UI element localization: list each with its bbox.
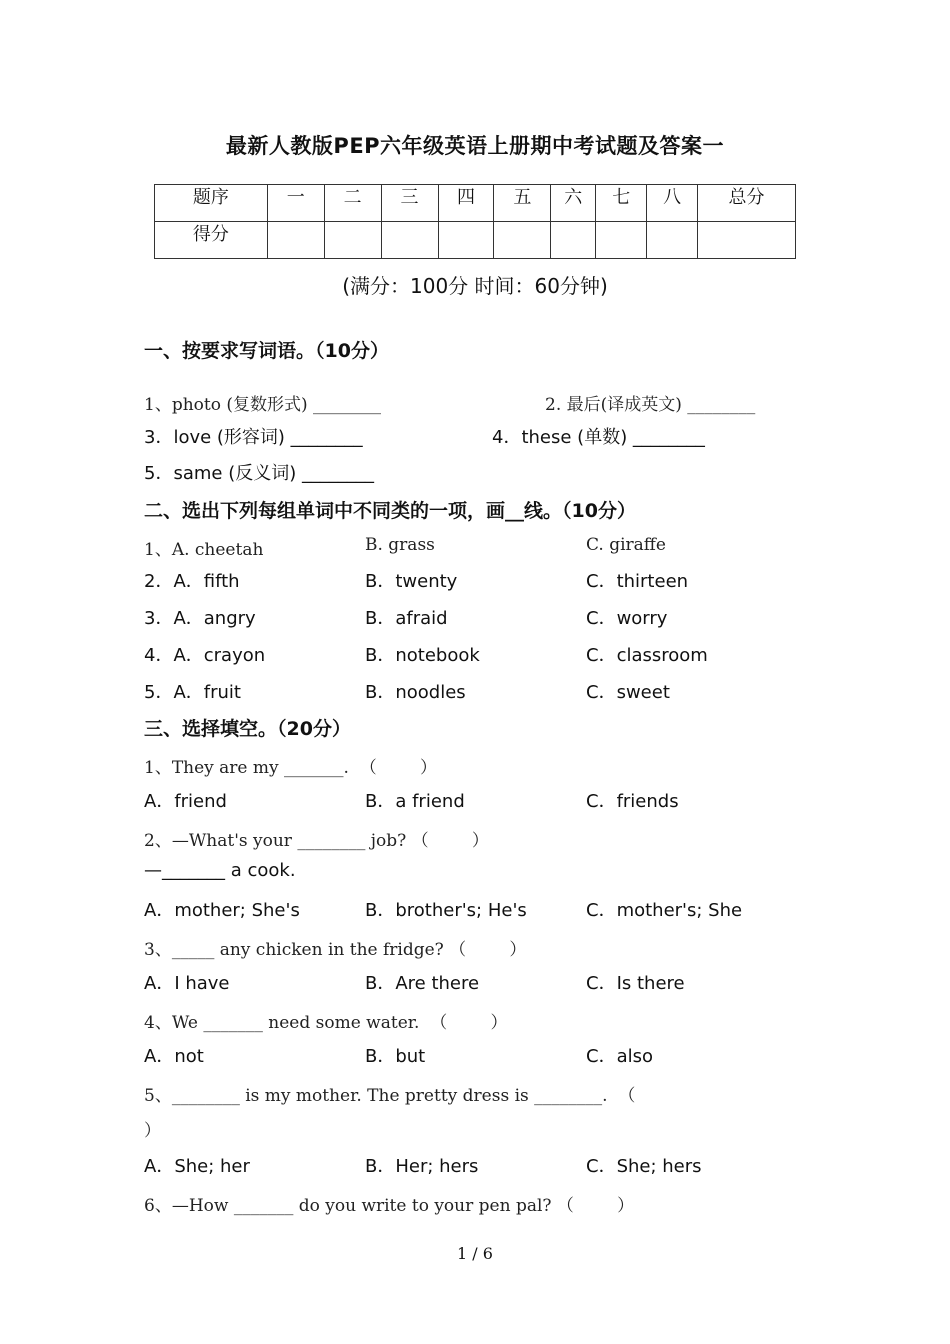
- score-cell: [381, 222, 438, 259]
- section2-row1-a: 1、A. cheetah: [144, 540, 264, 560]
- section2-row3-c: C．worry: [586, 608, 668, 629]
- section3-q5-opt-c: C．She; hers: [586, 1156, 702, 1177]
- section2-heading: 二、选出下列每组单词中不同类的一项，画__线。（10分）: [144, 500, 636, 522]
- section3-q2-opt-b: B．brother's; He's: [365, 900, 527, 921]
- score-header-cell: 一: [267, 185, 324, 222]
- score-row-label: 得分: [155, 222, 268, 259]
- page-number: 1 / 6: [457, 1244, 493, 1263]
- section1-q4: 4．these (单数) ________: [492, 427, 705, 448]
- section1-q5: 5．same (反义词) ________: [144, 463, 374, 484]
- section3-q2-line2: —_______ a cook.: [144, 860, 296, 881]
- score-header-cell: 二: [324, 185, 381, 222]
- section3-heading: 三、选择填空。（20分）: [144, 718, 351, 740]
- section2-row2-c: C．thirteen: [586, 571, 689, 592]
- score-cell: [324, 222, 381, 259]
- section3-q6: 6、—How _______ do you write to your pen pal? （ ）: [144, 1196, 635, 1216]
- section3-q4-opt-b: B．but: [365, 1046, 426, 1067]
- section2-row3-a: 3．A．angry: [144, 608, 256, 629]
- section1-q2: 2. 最后(译成英文) ________: [545, 395, 756, 415]
- section3-q3-opt-a: A．I have: [144, 973, 230, 994]
- section3-q3-opt-b: B．Are there: [365, 973, 480, 994]
- score-header-cell: 题序: [155, 185, 268, 222]
- section3-q4-opt-a: A．not: [144, 1046, 204, 1067]
- section3-q2: 2、—What's your ________ job? （ ）: [144, 831, 489, 851]
- section3-q1-opt-b: B．a friend: [365, 791, 465, 812]
- section3-q5-line2: ）: [144, 1121, 161, 1141]
- section2-row4-a: 4．A．crayon: [144, 645, 266, 666]
- score-cell: [267, 222, 324, 259]
- score-cell: [551, 222, 596, 259]
- score-cell: [494, 222, 551, 259]
- section3-q5: 5、________ is my mother. The pretty dress is ________. （: [144, 1086, 636, 1106]
- score-header-cell: 八: [647, 185, 698, 222]
- score-cell: [647, 222, 698, 259]
- section3-q4-opt-c: C．also: [586, 1046, 653, 1067]
- section3-q1-opt-a: A．friend: [144, 791, 227, 812]
- section3-q2-opt-a: A．mother; She's: [144, 900, 300, 921]
- score-table: [154, 184, 796, 259]
- section2-row5-b: B．noodles: [365, 682, 466, 703]
- section2-row1-c: C. giraffe: [586, 535, 666, 555]
- score-table-header-row: [155, 185, 796, 222]
- score-header-cell: 四: [438, 185, 494, 222]
- section2-row5-c: C．sweet: [586, 682, 670, 703]
- section3-q5-opt-a: A．She; her: [144, 1156, 250, 1177]
- section3-q5-opt-b: B．Her; hers: [365, 1156, 479, 1177]
- section3-q3: 3、_____ any chicken in the fridge? （ ）: [144, 940, 527, 960]
- score-header-cell: 总分: [698, 185, 796, 222]
- section1-heading: 一、按要求写词语。（10分）: [144, 340, 389, 362]
- section1-q1: 1、photo (复数形式) ________: [144, 395, 382, 415]
- section3-q2-opt-c: C．mother's; She: [586, 900, 743, 921]
- page-title: 最新人教版PEP六年级英语上册期中考试题及答案一: [225, 134, 725, 158]
- score-cell: [596, 222, 647, 259]
- score-header-cell: 五: [494, 185, 551, 222]
- section2-row5-a: 5．A．fruit: [144, 682, 241, 703]
- section2-row2-a: 2．A．fifth: [144, 571, 240, 592]
- section2-row1-b: B. grass: [365, 535, 435, 555]
- exam-meta: (满分：100分 时间：60分钟): [342, 274, 608, 298]
- score-cell: [438, 222, 494, 259]
- score-header-cell: 六: [551, 185, 596, 222]
- score-cell: [698, 222, 796, 259]
- section3-q1-opt-c: C．friends: [586, 791, 679, 812]
- section2-row3-b: B．afraid: [365, 608, 448, 629]
- section1-q3: 3．love (形容词) ________: [144, 427, 363, 448]
- section3-q4: 4、We _______ need some water. （ ）: [144, 1013, 508, 1033]
- score-header-cell: 七: [596, 185, 647, 222]
- section2-row4-b: B．notebook: [365, 645, 480, 666]
- section3-q3-opt-c: C．Is there: [586, 973, 685, 994]
- score-table-score-row: [155, 222, 796, 259]
- section2-row4-c: C．classroom: [586, 645, 708, 666]
- score-header-cell: 三: [381, 185, 438, 222]
- section2-row2-b: B．twenty: [365, 571, 458, 592]
- section3-q1: 1、They are my _______. （ ）: [144, 758, 437, 778]
